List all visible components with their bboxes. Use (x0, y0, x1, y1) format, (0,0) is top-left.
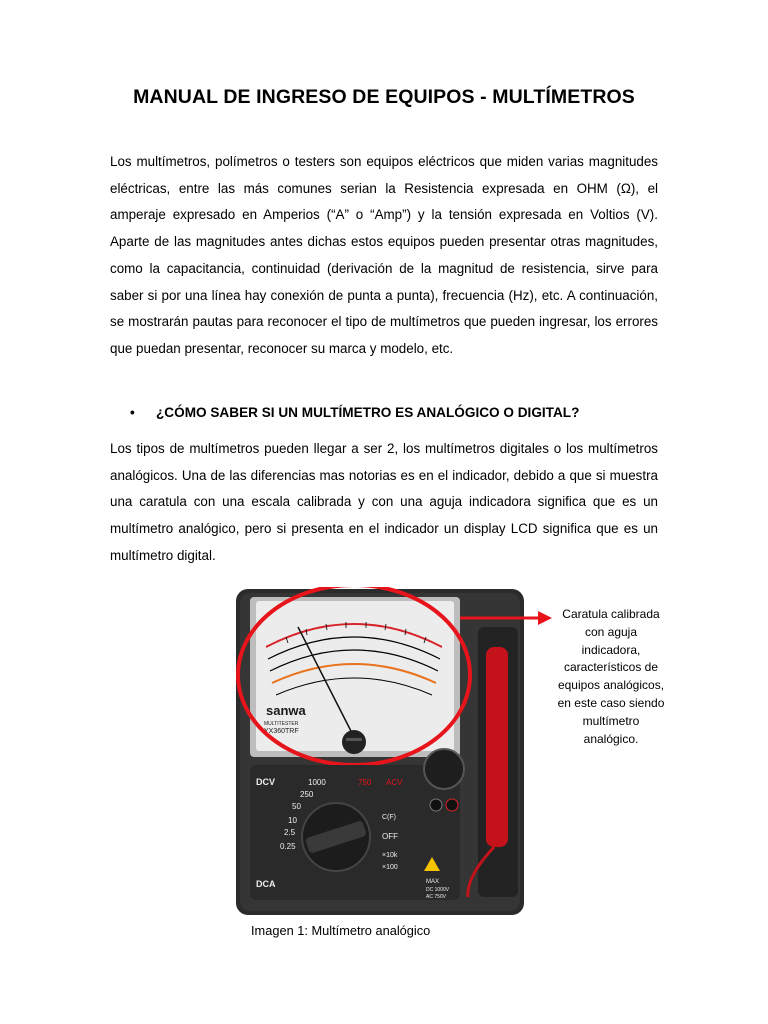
section-heading-text: ¿CÓMO SABER SI UN MULTÍMETRO ES ANALÓGICO O DIGITAL? (156, 405, 580, 420)
bullet-dot: • (130, 405, 135, 420)
analog-multimeter-image (236, 587, 526, 917)
callout-text: Caratula calibrada con aguja indicadora, característicos de equipos analógicos, en este caso siendo multímetro analógico. (557, 607, 665, 746)
page-title: MANUAL DE INGRESO DE EQUIPOS - MULTÍMETROS (133, 86, 635, 108)
analog-digital-paragraph: Los tipos de multímetros pueden llegar a ser 2, los multímetros digitales o los multímetros analógicos. Una de las diferencias mas notorias es en el indicador, debido a que si muestra una caratula con una escala calibrada y con una aguja indicadora significa que es un multímetro analógico, pero si presenta en el indicador un display LCD significa que es un multímetro digital. (110, 441, 658, 563)
svg-text:250: 250 (300, 790, 314, 799)
svg-text:DCV: DCV (256, 777, 276, 787)
svg-text:ACV: ACV (386, 778, 403, 787)
svg-text:MULTITESTER: MULTITESTER (264, 721, 299, 727)
svg-text:C(F): C(F) (382, 814, 396, 821)
intro-paragraph: Los multímetros, polímetros o testers son equipos eléctricos que miden varias magnitudes eléctricas, entre las más comunes serian la Resistencia expresada en OHM (Ω), el amperaje expresado en Amperios (“A” o “Amp”) y la tensión expresada en Voltios (V). Aparte de las magnitudes antes dichas estos equipos pueden presentar otras magnitudes, como la capacitancia, continuidad (derivación de la magnitud de resistencia, sirve para saber si por una línea hay conexión de punta a punta), frecuencia (Hz), etc. A continuación, se mostrarán pautas para reconocer el tipo de multímetros que pueden ingresar, los errores que puedan presentar, reconocer su marca y modelo, etc. (110, 154, 658, 356)
svg-text:10: 10 (288, 816, 297, 825)
svg-text:DC 1000V: DC 1000V (426, 887, 450, 893)
svg-text:750: 750 (358, 778, 372, 787)
svg-text:YX360TRF: YX360TRF (264, 728, 299, 735)
section-heading (130, 401, 579, 425)
svg-text:1000: 1000 (308, 778, 326, 787)
svg-text:sanwa: sanwa (266, 703, 306, 718)
svg-text:50: 50 (292, 802, 301, 811)
svg-text:MAX: MAX (426, 879, 440, 885)
svg-text:×100: ×100 (382, 864, 398, 871)
svg-text:OFF: OFF (382, 832, 398, 841)
svg-text:2.5: 2.5 (284, 828, 296, 837)
svg-text:DCA: DCA (256, 879, 276, 889)
svg-text:AC 750V: AC 750V (426, 894, 447, 900)
svg-text:0.25: 0.25 (280, 842, 296, 851)
svg-text:×10k: ×10k (382, 852, 398, 859)
image-caption: Imagen 1: Multímetro analógico (251, 923, 431, 938)
